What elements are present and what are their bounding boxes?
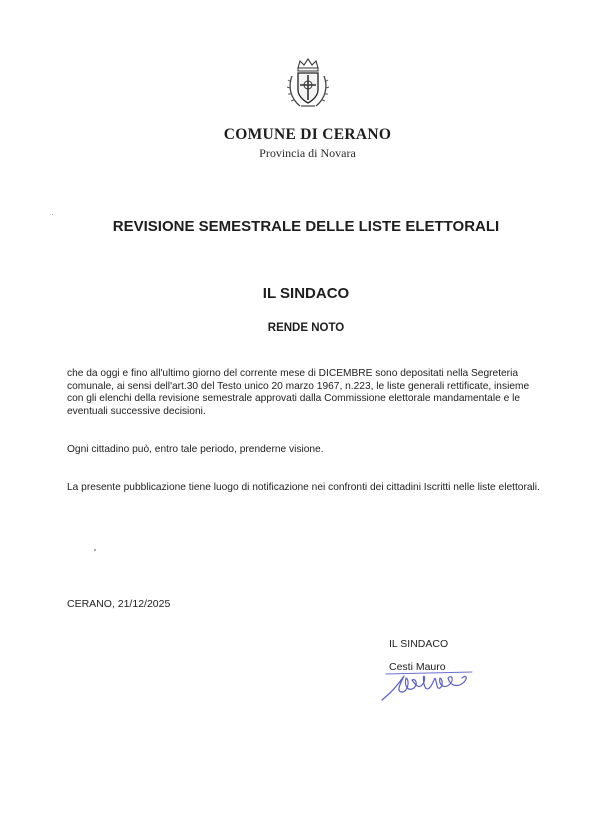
- notice-heading: RENDE NOTO: [267, 322, 345, 334]
- place-and-date: CERANO, 21/12/2025: [67, 598, 171, 610]
- signatory-name: Cesti Mauro: [389, 661, 446, 673]
- document-title: REVISIONE SEMESTRALE DELLE LISTE ELETTORALI: [112, 218, 500, 235]
- body-paragraph-inspection: Ogni cittadino può, entro tale periodo, prenderne visione.: [67, 444, 324, 455]
- body-paragraph-notification: La presente pubblicazione tiene luogo di notificazione nei confronti dei cittadini Iscritti nelle liste elettorali.: [67, 482, 540, 493]
- municipality-name: COMUNE DI CERANO: [223, 126, 392, 143]
- handwritten-signature-icon: [378, 662, 474, 704]
- coat-of-arms-icon: [286, 58, 330, 112]
- signatory-role: IL SINDACO: [389, 638, 449, 650]
- province-name: Provincia di Novara: [259, 146, 356, 160]
- body-paragraph-deposit: che da oggi e fino all'ultimo giorno del corrente mese di DICEMBRE sono depositati nella Segreteria comunale, ai sensi dell'art.30 del Testo unico 20 marzo 1967, n.223, le liste generali rettificate, insieme con gli elenchi della revisione semestrale approvati dalla Commissione elettorale mandamentale e le eventuali successive decisioni.: [67, 368, 530, 417]
- paper-speck: [52, 214, 53, 215]
- paper-speck: [94, 549, 96, 551]
- authority-heading: IL SINDACO: [262, 285, 350, 302]
